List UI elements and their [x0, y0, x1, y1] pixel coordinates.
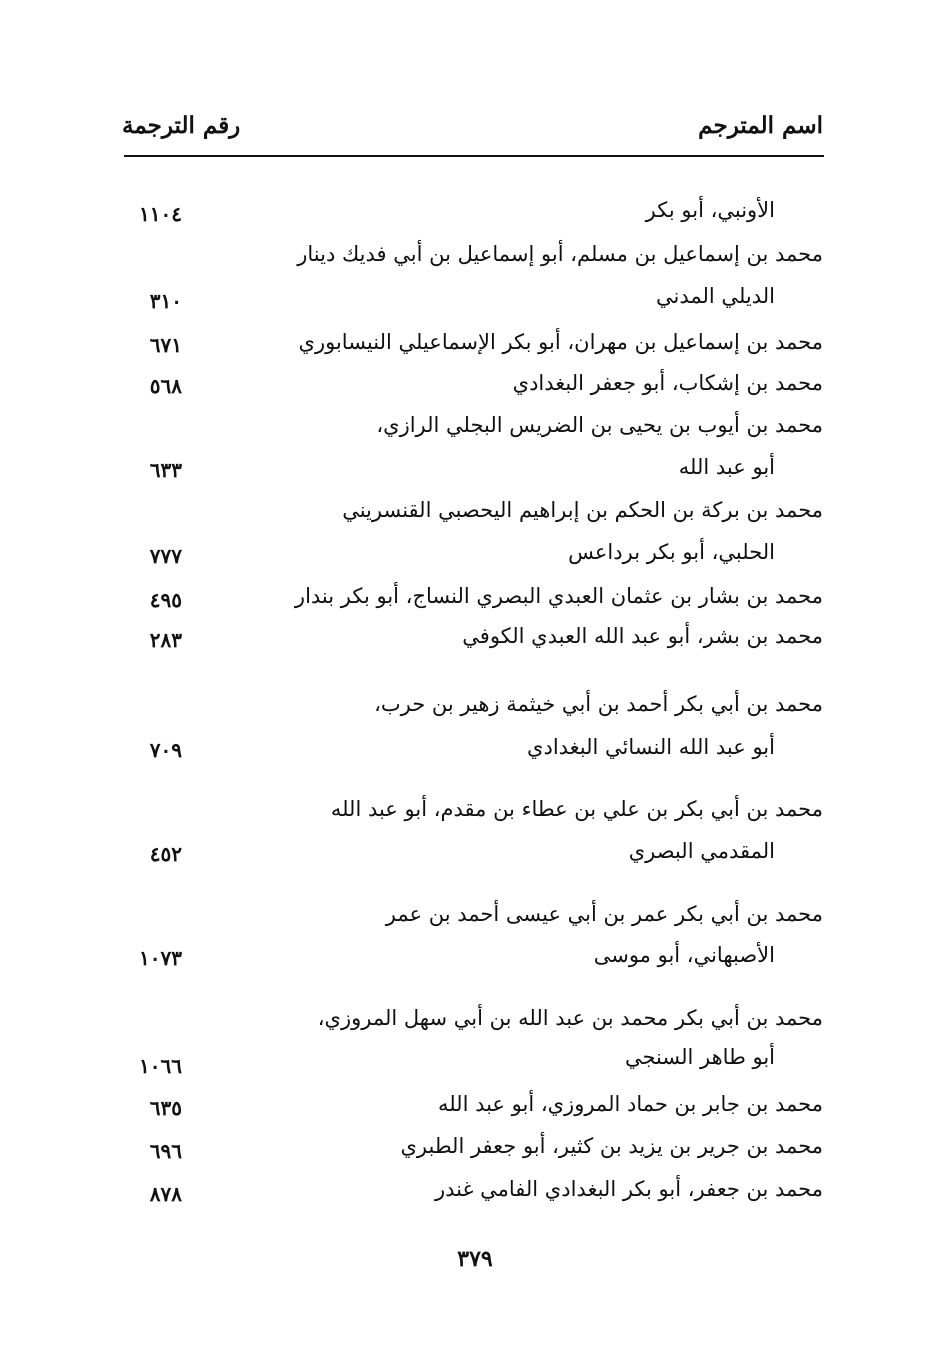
entry-line: الأونبي، أبو بكر — [645, 198, 775, 222]
column-header-name: اسم المترجم — [698, 112, 823, 139]
entry-number: ٦٣٥ — [149, 1096, 182, 1120]
entry-line: محمد بن إسماعيل بن مسلم، أبو إسماعيل بن أبي فديك دينار — [297, 242, 823, 266]
entry-number: ٧٠٩ — [149, 738, 182, 762]
entry-line: محمد بن أبي بكر بن علي بن عطاء بن مقدم، أبو عبد الله — [330, 797, 823, 821]
entry-number: ٣١٠ — [149, 289, 182, 313]
entry-line: محمد بن جعفر، أبو بكر البغدادي الفامي غندر — [434, 1177, 823, 1201]
entry-line: الديلي المدني — [656, 284, 775, 308]
entry-number: ١٠٦٦ — [139, 1054, 182, 1078]
entry-line: محمد بن أبي بكر أحمد بن أبي خيثمة زهير بن حرب، — [374, 692, 823, 716]
entry-line: أبو طاهر السنجي — [624, 1045, 775, 1069]
entry-line: أبو عبد الله — [678, 455, 775, 479]
entry-line: محمد بن بشار بن عثمان العبدي البصري النساج، أبو بكر بندار — [294, 584, 823, 608]
entry-number: ٤٥٢ — [149, 842, 182, 866]
entry-number: ٤٩٥ — [149, 588, 182, 612]
entry-number: ٨٧٨ — [149, 1182, 182, 1206]
entry-line: محمد بن جرير بن يزيد بن كثير، أبو جعفر الطبري — [400, 1134, 823, 1158]
entry-line: المقدمي البصري — [628, 839, 775, 863]
entry-number: ١١٠٤ — [139, 202, 182, 226]
entry-line: محمد بن إشكاب، أبو جعفر البغدادي — [512, 371, 823, 395]
entry-line: محمد بن أبي بكر محمد بن عبد الله بن أبي سهل المروزي، — [317, 1006, 823, 1030]
entry-line: محمد بن جابر بن حماد المروزي، أبو عبد الله — [437, 1092, 823, 1116]
entry-number: ٧٧٧ — [149, 544, 182, 568]
entry-number: ٦٩٦ — [149, 1139, 182, 1163]
entry-line: محمد بن إسماعيل بن مهران، أبو بكر الإسماعيلي النيسابوري — [298, 330, 823, 354]
header-rule — [124, 155, 824, 157]
entry-number: ٦٧١ — [149, 333, 182, 357]
entry-line: محمد بن بركة بن الحكم بن إبراهيم اليحصبي القنسريني — [342, 498, 823, 522]
entry-number: ٢٨٣ — [149, 628, 182, 652]
entry-line: الأصبهاني، أبو موسى — [593, 943, 775, 967]
entry-number: ٦٣٣ — [149, 458, 182, 482]
entry-number: ١٠٧٣ — [139, 946, 182, 970]
page-number: ٣٧٩ — [457, 1246, 493, 1272]
entry-line: محمد بن أبي بكر عمر بن أبي عيسى أحمد بن عمر — [385, 902, 823, 926]
entry-line: أبو عبد الله النسائي البغدادي — [527, 735, 775, 759]
entry-line: محمد بن أيوب بن يحيى بن الضريس البجلي الرازي، — [376, 413, 823, 437]
entry-line: محمد بن بشر، أبو عبد الله العبدي الكوفي — [462, 624, 823, 648]
entry-number: ٥٦٨ — [149, 374, 182, 398]
column-header-number: رقم الترجمة — [122, 112, 241, 139]
entry-line: الحلبي، أبو بكر برداعس — [568, 540, 775, 564]
